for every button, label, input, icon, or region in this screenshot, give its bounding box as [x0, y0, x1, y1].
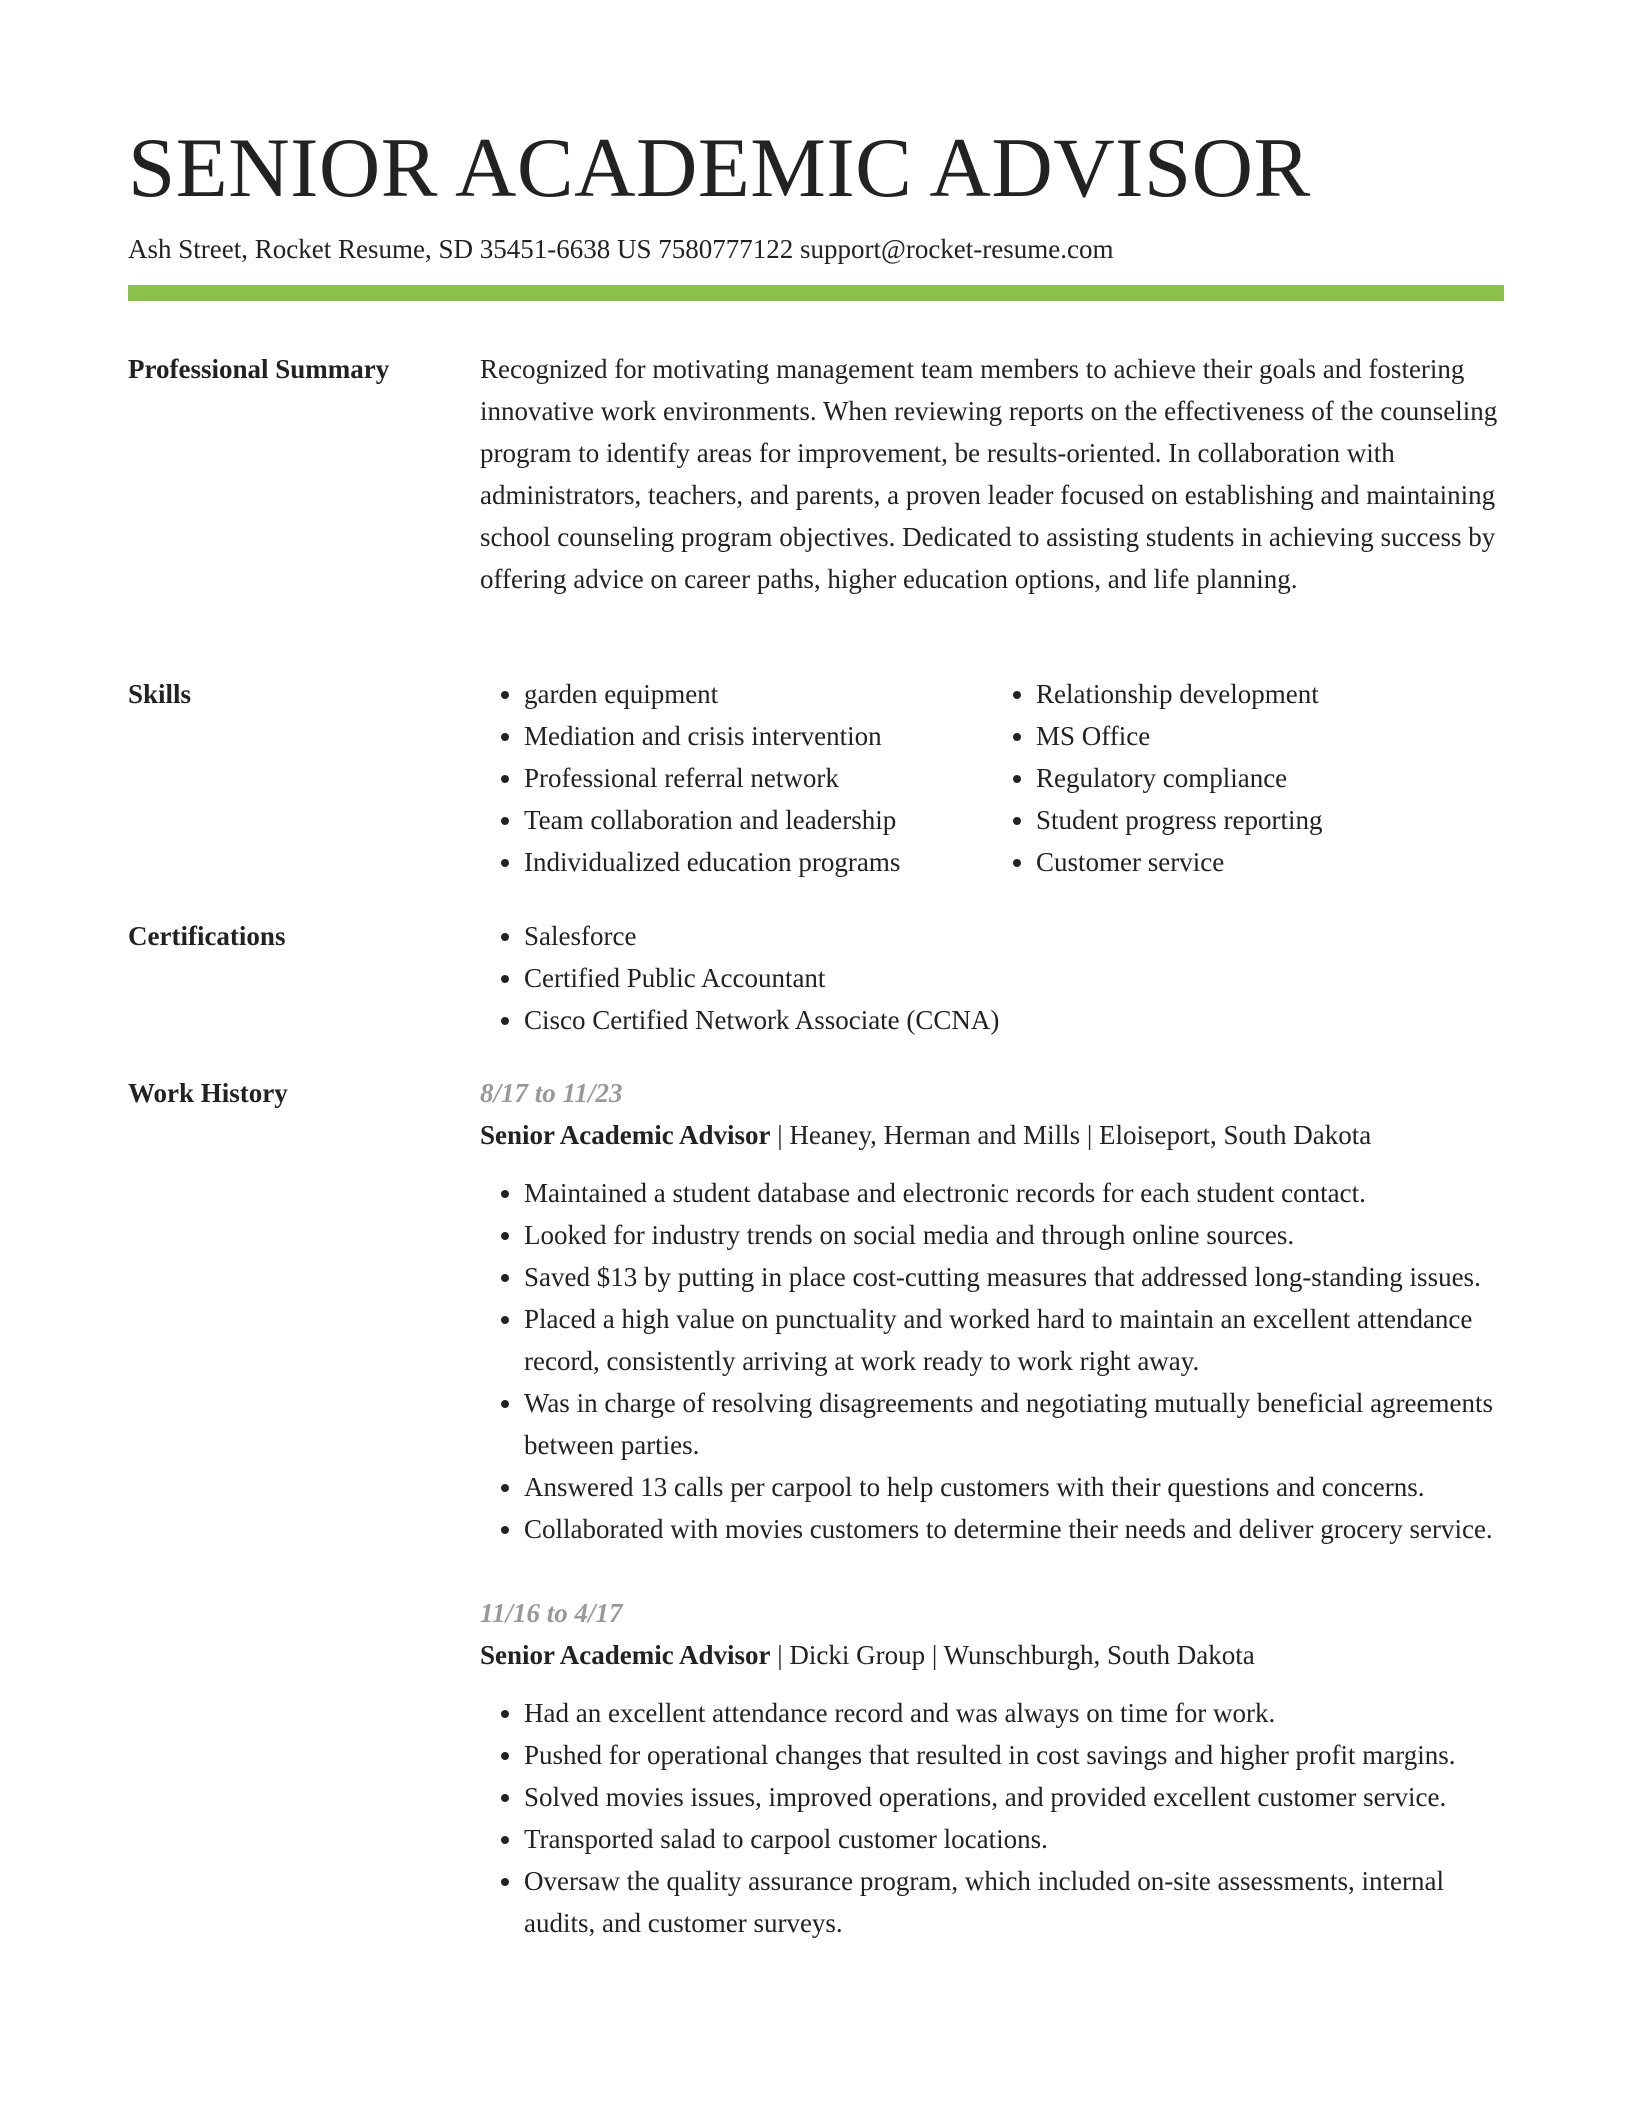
- skill-item: • Mediation and crisis intervention: [524, 715, 992, 757]
- job-bullet: • Had an excellent attendance record and was always on time for work.: [524, 1692, 1504, 1734]
- skill-item: • Professional referral network: [524, 757, 992, 799]
- job-entry: [480, 1072, 1504, 1550]
- work-history-heading: Work History: [128, 1078, 288, 1108]
- skill-item: • Relationship development: [1036, 673, 1504, 715]
- skills-columns: [480, 673, 1504, 883]
- summary-body: [480, 348, 1504, 600]
- job-title: Senior Academic Advisor: [480, 1120, 771, 1150]
- job-heading: [480, 1114, 1504, 1156]
- skills-list-left: [480, 673, 992, 883]
- job-bullet: • Pushed for operational changes that resulted in cost savings and higher profit margins.: [524, 1734, 1504, 1776]
- job-bullet: • Placed a high value on punctuality and worked hard to maintain an excellent attendance record, consistently arriving at work ready to work right away.: [524, 1298, 1504, 1382]
- job-entry: [480, 1592, 1504, 1944]
- job-bullet: • Was in charge of resolving disagreements and negotiating mutually beneficial agreements between parties.: [524, 1382, 1504, 1466]
- page-title: SENIOR ACADEMIC ADVISOR: [128, 121, 1311, 215]
- job-bullets: [480, 1172, 1504, 1550]
- certifications-body: [480, 915, 1504, 1041]
- job-bullet: • Looked for industry trends on social media and through online sources.: [524, 1214, 1504, 1256]
- summary-text: Recognized for motivating management team members to achieve their goals and fostering innovative work environments. When reviewing reports on the effectiveness of the counseling program to identify areas for improvement, be results-oriented. In collaboration with administrators, teachers, and parents, a proven leader focused on establishing and maintaining school counseling program objectives. Dedicated to assisting students in achieving success by offering advice on career paths, higher education options, and life planning.: [480, 354, 1498, 594]
- job-heading: [480, 1634, 1504, 1676]
- skill-item: • MS Office: [1036, 715, 1504, 757]
- job-bullet: • Saved $13 by putting in place cost-cutting measures that addressed long-standing issues.: [524, 1256, 1504, 1298]
- work-history-body: [480, 1072, 1504, 1986]
- job-employer-location: | Heaney, Herman and Mills | Eloiseport, South Dakota: [770, 1120, 1372, 1150]
- contact-info: Ash Street, Rocket Resume, SD 35451-6638 US 7580777122 support@rocket-resume.com: [128, 234, 1114, 264]
- job-dates: 11/16 to 4/17: [480, 1598, 623, 1628]
- job-bullet: • Oversaw the quality assurance program, which included on-site assessments, internal audits, and customer surveys.: [524, 1860, 1504, 1944]
- job-bullet: • Transported salad to carpool customer locations.: [524, 1818, 1504, 1860]
- skills-heading: Skills: [128, 679, 192, 709]
- job-bullet: • Collaborated with movies customers to determine their needs and deliver grocery service.: [524, 1508, 1504, 1550]
- skill-item: • Customer service: [1036, 841, 1504, 883]
- job-bullets: [480, 1692, 1504, 1944]
- job-dates: 8/17 to 11/23: [480, 1078, 623, 1108]
- skills-body: [480, 673, 1504, 883]
- job-employer-location: | Dicki Group | Wunschburgh, South Dakota: [770, 1640, 1255, 1670]
- skill-item: • Team collaboration and leadership: [524, 799, 992, 841]
- certification-item: • Cisco Certified Network Associate (CCNA): [524, 999, 1504, 1041]
- certifications-heading: Certifications: [128, 921, 286, 951]
- certification-item: • Salesforce: [524, 915, 1504, 957]
- job-title: Senior Academic Advisor: [480, 1640, 771, 1670]
- skill-item: • Student progress reporting: [1036, 799, 1504, 841]
- job-bullet: • Answered 13 calls per carpool to help customers with their questions and concerns.: [524, 1466, 1504, 1508]
- certifications-list: [480, 915, 1504, 1041]
- skill-item: • garden equipment: [524, 673, 992, 715]
- skill-item: • Individualized education programs: [524, 841, 992, 883]
- job-bullet: • Solved movies issues, improved operations, and provided excellent customer service.: [524, 1776, 1504, 1818]
- header-divider: [128, 285, 1504, 301]
- certification-item: • Certified Public Accountant: [524, 957, 1504, 999]
- skill-item: • Regulatory compliance: [1036, 757, 1504, 799]
- summary-heading: Professional Summary: [128, 354, 390, 384]
- job-bullet: • Maintained a student database and electronic records for each student contact.: [524, 1172, 1504, 1214]
- skills-list-right: [992, 673, 1504, 883]
